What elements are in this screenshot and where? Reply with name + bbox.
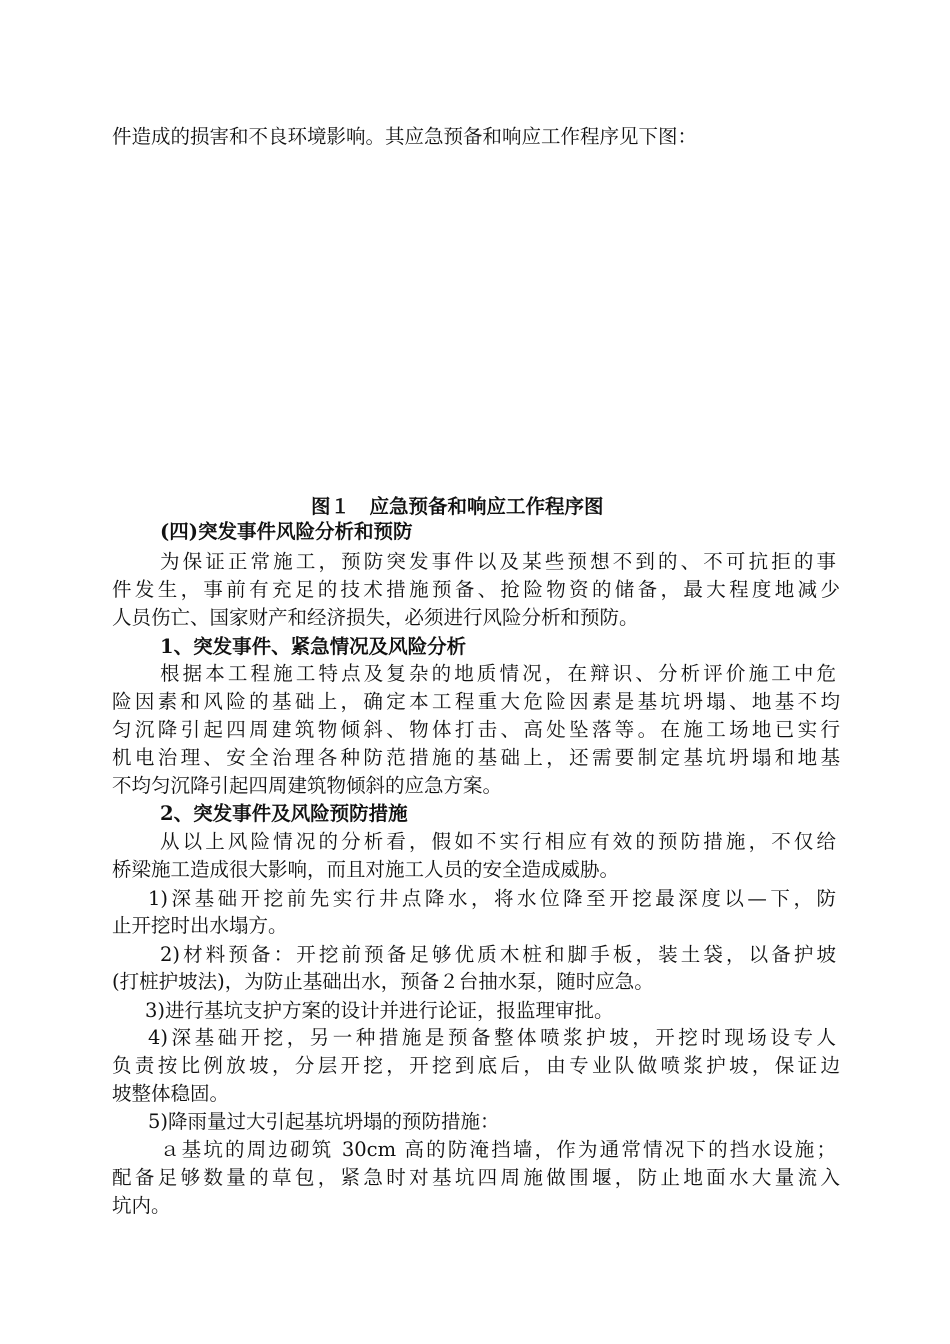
paragraph-line: 人员伤亡、国家财产和经济损失，必须进行风险分析和预防。 xyxy=(112,606,639,629)
list-item-line: (打桩护坡法)，为防止基础出水，预备２台抽水泵，随时应急。 xyxy=(112,970,654,993)
paragraph-line: 为保证正常施工，预防突发事件以及某些预想不到的、不可抗拒的事 xyxy=(160,550,836,573)
list-item-line: 4)深基础开挖，另一种措施是预备整体喷浆护坡，开挖时现场设专人 xyxy=(148,1026,836,1049)
list-item-line: 坡整体稳固。 xyxy=(112,1082,230,1105)
subheading-1: 1、突发事件、紧急情况及风险分析 xyxy=(160,635,467,658)
paragraph-line: 不均匀沉降引起四周建筑物倾斜的应急方案。 xyxy=(112,774,503,797)
subheading-2: 2、突发事件及风险预防措施 xyxy=(160,802,408,825)
paragraph-line: 险因素和风险的基础上，确定本工程重大危险因素是基坑坍塌、地基不均 xyxy=(112,690,840,713)
intro-line: 件造成的损害和不良环境影响。其应急预备和响应工作程序见下图： xyxy=(112,125,698,148)
paragraph-line: 机电治理、安全治理各种防范措施的基础上，还需要制定基坑坍塌和地基 xyxy=(112,746,840,769)
list-item-line: 坑内。 xyxy=(112,1194,171,1217)
list-item-line: 2)材料预备：开挖前预备足够优质木桩和脚手板，装土袋，以备护坡 xyxy=(160,943,836,966)
list-item-line: ａ基坑的周边砌筑 30cm 高的防淹挡墙，作为通常情况下的挡水设施； xyxy=(160,1138,836,1161)
figure-caption: 图１ 应急预备和响应工作程序图 xyxy=(311,495,604,518)
list-item-line: 负责按比例放坡，分层开挖，开挖到底后，由专业队做喷浆护坡，保证边 xyxy=(112,1054,840,1077)
section-heading: (四)突发事件风险分析和预防 xyxy=(160,520,413,543)
paragraph-line: 件发生，事前有充足的技术措施预备、抢险物资的储备，最大程度地减少 xyxy=(112,578,840,601)
list-item-line: 止开挖时出水塌方。 xyxy=(112,914,288,937)
list-item-line: 3)进行基坑支护方案的设计并进行论证，报监理审批。 xyxy=(145,999,614,1022)
paragraph-line: 匀沉降引起四周建筑物倾斜、物体打击、高处坠落等。在施工场地已实行 xyxy=(112,718,840,741)
paragraph-line: 桥梁施工造成很大影响，而且对施工人员的安全造成威胁。 xyxy=(112,858,620,881)
figure-placeholder xyxy=(112,160,840,480)
paragraph-line: 根据本工程施工特点及复杂的地质情况，在辩识、分析评价施工中危 xyxy=(160,662,836,685)
paragraph-line: 从以上风险情况的分析看，假如不实行相应有效的预防措施，不仅给 xyxy=(160,830,836,853)
list-item-line: 5)降雨量过大引起基坑坍塌的预防措施： xyxy=(148,1110,500,1133)
list-item-line: 配备足够数量的草包，紧急时对基坑四周施做围堰，防止地面水大量流入 xyxy=(112,1166,840,1189)
list-item-line: 1)深基础开挖前先实行井点降水，将水位降至开挖最深度以—下，防 xyxy=(148,887,836,910)
